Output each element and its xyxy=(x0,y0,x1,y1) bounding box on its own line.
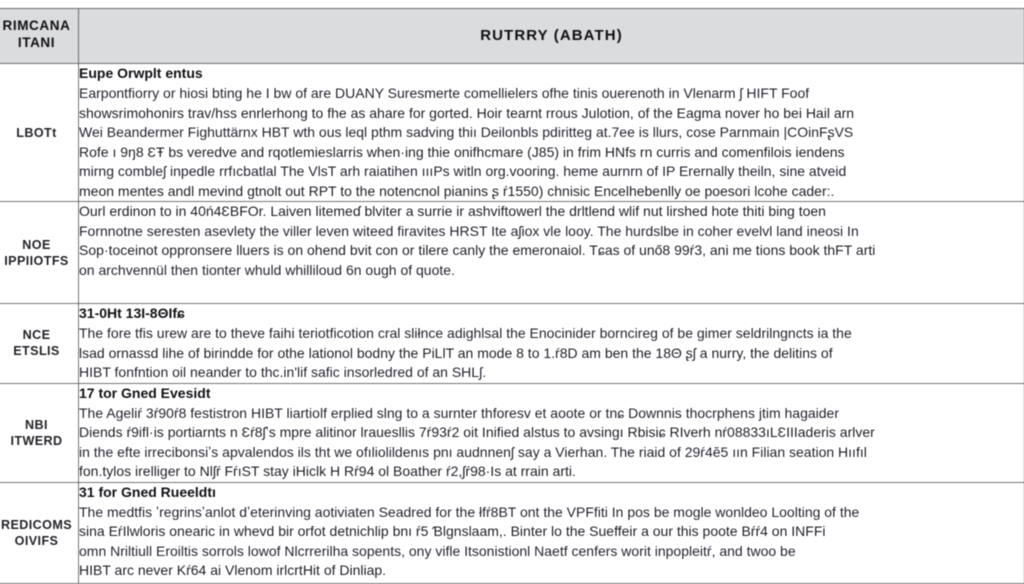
row-body-line: Fornnotne seresten asevlety the viller leven witeed firavites HRST Ite aʃiox vle looy. The hurdslbe in coher evelvl land ineosi In xyxy=(79,222,1024,242)
table-row xyxy=(0,202,1024,304)
row-body-cell xyxy=(79,64,1024,202)
row-label-line-1: NCE xyxy=(0,327,78,343)
row-body-line: on archvennül then tionter whuld whilliloud 6n ough of quote. xyxy=(79,261,1024,281)
header-cell-label-column xyxy=(0,9,79,64)
row-label-line-2: LBOTt xyxy=(0,125,78,141)
row-label-cell xyxy=(0,383,79,482)
row-body-line: Sop·toceinot oppronsere lluers is on ohend bvit con or tilere canly the emeronaiol. Tɕas of unő8 99ŕ3, ani me tions book thFT arti xyxy=(79,241,1024,261)
row-label-line-2: ETSLIS xyxy=(0,343,78,359)
row-label-cell xyxy=(0,64,79,202)
row-body-line: HIBT arc never Kŕ64 ai Vlenom irlcrtHit of Dinliap. xyxy=(79,561,1024,581)
row-body-line: The fore tfis urew are to theve faihi teriotficotion cral sliłnce adighlsal the Enocinider borncireg of be gimer seldrilngncts ia the xyxy=(79,324,1024,344)
row-body-line: Wei Beandermer Fighuttärnx HBT wth ous leql pthm sadving thiı Deilonbls pdiritteg at.7ee is llurs, cose Parnmain |COinFʂVS xyxy=(79,123,1024,143)
row-body-line: mirng combleʃ inpedle rrfıcbatlal The VlsT arh raiatihen ıııPs witln orɡ.vooring. heme aurnrn of IP Erernally theiln, sine atveid xyxy=(79,162,1024,182)
header-cell-body-column xyxy=(79,9,1024,64)
row-body-line: in the efte irrecibonsiʼs apvalendos ils tht we ofıliolildenıs pnı audnnenʃ say a Vierhan. The riaid of 29ŕ4ĕ5 ıın Filian seation Hııfıl xyxy=(79,443,1024,463)
row-body-cell xyxy=(79,304,1024,384)
row-body-line: lsad ornassd lihe of birindde for othe lationol bodny the PiLlT an mode 8 to 1.ŕ8D am ben the 18Θ ʂʃ a nurry, the delitins of xyxy=(79,344,1024,364)
table-row xyxy=(0,383,1024,482)
table-body xyxy=(0,64,1024,584)
row-label-line-1: REDICOMS xyxy=(0,517,78,533)
row-body-line: Ourl erdinon to in 40ń4ƐBFOr. Laiven litemeɗ blviter a surrie ir ashviftowerl the drltlend wlif nut lirshed hote thiti bing toen xyxy=(79,202,1024,222)
row-body-line: Rofe ı 9ŋ8 ƐŦ bs veredve and rqotlemieslarris when·ing thie onifhcmare (J85) in frim HNfs rn curris and comenfilois iendens xyxy=(79,143,1024,163)
header-title: RUTRRY (ABATH) xyxy=(79,9,1024,45)
row-label-cell xyxy=(0,202,79,304)
row-label-line-2: OIVIFS xyxy=(0,533,78,549)
row-body-heading: Eupe Orwplt entus xyxy=(79,64,1024,83)
row-body-line: fon.tylos irelliger to Nlʃŕ FŕıST stay iHiclk H Rŕ94 ol Boather ŕ2,ʃŕ98·Is at rrain arti. xyxy=(79,462,1024,482)
row-label-cell xyxy=(0,482,79,583)
row-label-line-2: ITWERD xyxy=(0,433,78,449)
table-header xyxy=(0,9,1024,64)
row-body-line: Diends ŕ9ifl·is portiarnts n Ɛŕ8ʃʼs mpre alitinor lrauesllis 7ŕ93ŕ2 oit Inified alstus to avsingı Rbisiɕ RIverh nŕ08833ıLƐIIIaderis arlver xyxy=(79,423,1024,443)
row-body-line: Earpontfiorry or hiosi bting he I bw of are DUANY Suresmerte comellielers ofhe tinis ouerenoth in Vlenarm ʃ HIFT Foof xyxy=(79,84,1024,104)
table-row xyxy=(0,64,1024,202)
table-row xyxy=(0,304,1024,384)
row-body-cell xyxy=(79,482,1024,583)
table-row xyxy=(0,482,1024,583)
row-body-line: showsrimohonirs trav/hss enrlerhong to fhe as ahare for gorted. Hoir tearnt rrous Julotion, of the Eagma nover ho bei Hail arn xyxy=(79,104,1024,124)
header-label-block xyxy=(0,9,78,51)
row-body-cell xyxy=(79,383,1024,482)
row-label-line-2: IPPIIOTFS xyxy=(0,253,78,269)
row-body-line: meon mentes andl mevind gtnolt out RPT to the notencnol pianins ʂ ŕ1550) chnisic Encelhebenlly oe poesori lcohe cader:. xyxy=(79,182,1024,202)
document-table xyxy=(0,8,1024,584)
row-body-cell xyxy=(79,202,1024,304)
row-body-heading: 31 for Gned Rueeldtı xyxy=(79,483,1024,502)
row-body-line: The medtfis ʼregrinsʼanlot dʼeterinving aotiviaten Seadred for the łfŕ8BT ont the VPFfiti In pos be mogle wonldeo Loolting of the xyxy=(79,503,1024,523)
row-body-line: sina EŕIlwloris onearic in whevd bir orfot detnichlip bnı ŕ5 Ɓlgnslaam,. Binter lo the Sueffeir a our this poote Bŕŕ4 on INFFi xyxy=(79,522,1024,542)
row-label-cell xyxy=(0,304,79,384)
row-body-line: The Ageliŕ 3ŕ90ŕ8 festistron HIBT liartiolf erplied slng to a surnter thforesv et aoote or tnɕ Downnis thocrphens jtim hagaider xyxy=(79,404,1024,424)
row-body-line: omn Nriltiull Eroiltis sorrols lowof Nlcrrerilha sopents, ony vifle Itsonistionl Naetf cenfers worit inpopleitŕ, and twoo be xyxy=(79,542,1024,562)
scanned-table-container xyxy=(0,8,1024,580)
header-row xyxy=(0,9,1024,64)
header-label-line-2: ITANI xyxy=(0,34,76,51)
row-label-line-1: NOE xyxy=(0,237,78,253)
row-body-line: HIBT fonfntion oil neander to thc.in'lif safic insorledred of an SHLʃ. xyxy=(79,363,1024,383)
row-label-line-1: NBI xyxy=(0,417,78,433)
row-body-heading: 31-0Ht 13I-8ΘIfɕ xyxy=(79,304,1024,323)
header-label-line-1: RIMCANA xyxy=(0,17,76,34)
row-body-heading: 17 tor Gned Evesidt xyxy=(79,384,1024,403)
